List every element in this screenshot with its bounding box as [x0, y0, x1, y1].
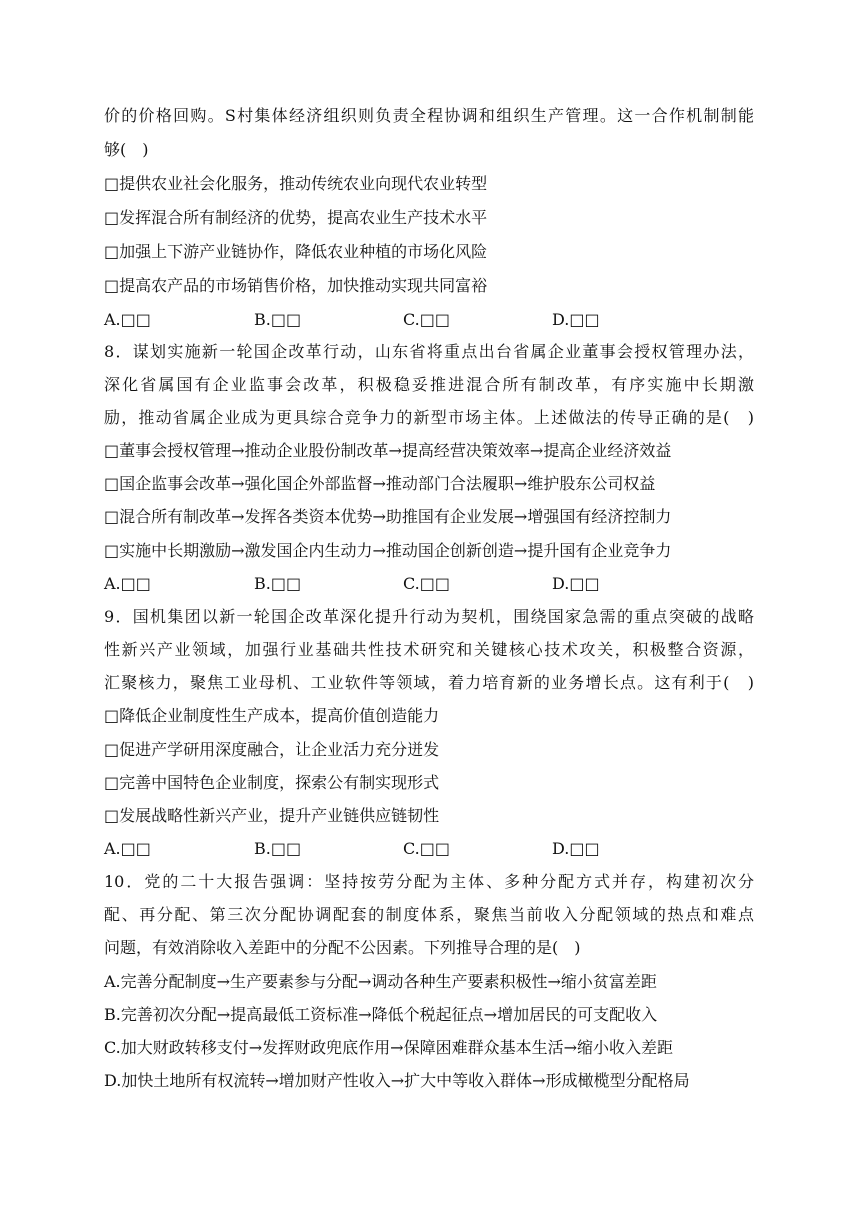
q10-stem-line-2: 配、再分配、第三次分配协调配套的制度体系，聚焦当前收入分配领域的热点和难点 [104, 905, 754, 924]
q8-option-c[interactable]: C.□□ [403, 574, 450, 593]
q7-statement-1: □提供农业社会化服务，推动传统农业向现代农业转型 [104, 174, 488, 193]
q7-stem-line-1: 价的价格回购。S村集体经济组织则负责全程协调和组织生产管理。这一合作机制制能 [104, 106, 754, 125]
q9-option-c[interactable]: C.□□ [403, 839, 450, 858]
q9-option-b[interactable]: B.□□ [254, 839, 302, 858]
q8-statement-1: □董事会授权管理→推动企业股份制改革→提高经营决策效率→提高企业经济效益 [104, 441, 672, 460]
q7-statement-3: □加强上下游产业链协作，降低农业种植的市场化风险 [104, 242, 488, 261]
q9-stem-line-2: 性新兴产业领域，加强行业基础共性技术研究和关键核心技术攻关，积极整合资源， [104, 640, 754, 659]
q10-stem-line-3: 问题，有效消除收入差距中的分配不公因素。下列推导合理的是( ) [104, 938, 581, 957]
q8-option-a[interactable]: A.□□ [104, 574, 151, 593]
q9-statement-1: □降低企业制度性生产成本，提高价值创造能力 [104, 706, 440, 725]
q7-statement-2: □发挥混合所有制经济的优势，提高农业生产技术水平 [104, 208, 488, 227]
q8-option-b[interactable]: B.□□ [254, 574, 302, 593]
q9-option-a[interactable]: A.□□ [104, 839, 151, 858]
q8-statement-2: □国企监事会改革→强化国企外部监督→推动部门合法履职→维护股东公司权益 [104, 474, 656, 493]
q8-statement-3: □混合所有制改革→发挥各类资本优势→助推国有企业发展→增强国有经济控制力 [104, 507, 672, 526]
q7-option-a[interactable]: A.□□ [104, 310, 151, 329]
q9-stem-line-1: 9．国机集团以新一轮国企改革深化提升行动为契机，围绕国家急需的重点突破的战略 [104, 607, 754, 626]
q10-choice-a[interactable]: A.完善分配制度→生产要素参与分配→调动各种生产要素积极性→缩小贫富差距 [104, 972, 657, 991]
q7-option-b[interactable]: B.□□ [254, 310, 302, 329]
q9-statement-3: □完善中国特色企业制度，探索公有制实现形式 [104, 773, 440, 792]
q10-choice-c[interactable]: C.加大财政转移支付→发挥财政兜底作用→保障困难群众基本生活→缩小收入差距 [104, 1038, 673, 1057]
q7-stem-line-2: 够( ) [104, 140, 149, 159]
q8-statement-4: □实施中长期激励→激发国企内生动力→推动国企创新创造→提升国有企业竞争力 [104, 541, 672, 560]
q10-stem-line-1: 10．党的二十大报告强调：坚持按劳分配为主体、多种分配方式并存，构建初次分 [104, 872, 754, 891]
q10-choice-d[interactable]: D.加快土地所有权流转→增加财产性收入→扩大中等收入群体→形成橄榄型分配格局 [104, 1071, 690, 1090]
q9-statement-4: □发展战略性新兴产业，提升产业链供应链韧性 [104, 806, 440, 825]
q9-option-d[interactable]: D.□□ [552, 839, 600, 858]
q7-statement-4: □提高农产品的市场销售价格，加快推动实现共同富裕 [104, 276, 488, 295]
q7-option-d[interactable]: D.□□ [552, 310, 600, 329]
q9-statement-2: □促进产学研用深度融合，让企业活力充分迸发 [104, 740, 440, 759]
q9-stem-line-3: 汇聚核力，聚焦工业母机、工业软件等领域，着力培育新的业务增长点。这有利于( ) [104, 673, 754, 692]
q8-stem-line-2: 深化省属国有企业监事会改革，积极稳妥推进混合所有制改革，有序实施中长期激 [104, 375, 754, 394]
q10-choice-b[interactable]: B.完善初次分配→提高最低工资标准→降低个税起征点→增加居民的可支配收入 [104, 1005, 658, 1024]
q8-stem-line-1: 8．谋划实施新一轮国企改革行动，山东省将重点出台省属企业董事会授权管理办法， [104, 342, 754, 361]
q8-stem-line-3: 励，推动省属企业成为更具综合竞争力的新型市场主体。上述做法的传导正确的是( ) [104, 408, 754, 427]
q8-option-d[interactable]: D.□□ [552, 574, 600, 593]
q7-option-c[interactable]: C.□□ [403, 310, 450, 329]
